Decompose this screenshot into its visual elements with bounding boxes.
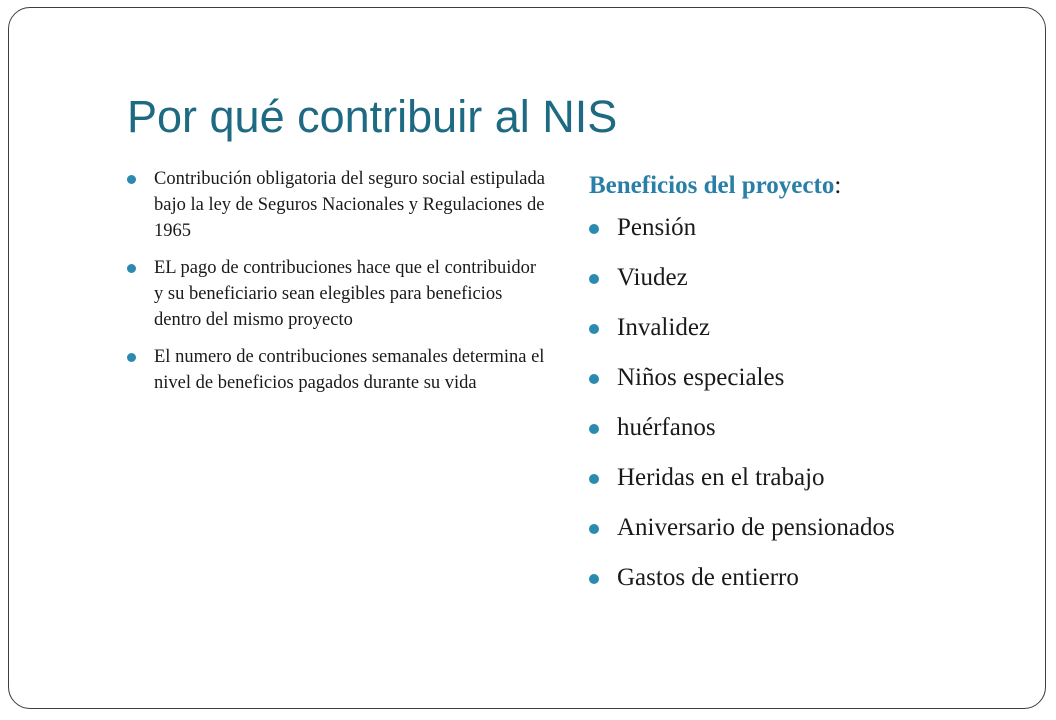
slide-frame <box>8 7 1046 709</box>
benefits-list <box>589 210 1029 596</box>
left-bullet-item: El numero de contribuciones semanales determina el nivel de beneficios pagados durante su vida <box>127 344 547 396</box>
benefit-item-aniversario-pensionados: Aniversario de pensionados <box>589 510 1029 546</box>
left-bullet-list <box>127 166 547 407</box>
benefit-item-huerfanos: huérfanos <box>589 410 1029 446</box>
benefit-item-invalidez: Invalidez <box>589 310 1029 346</box>
benefit-item-gastos-entierro: Gastos de entierro <box>589 560 1029 596</box>
benefit-item-viudez: Viudez <box>589 260 1029 296</box>
benefits-heading-text: Beneficios del proyecto <box>589 172 835 199</box>
benefit-item-pension: Pensión <box>589 210 1029 246</box>
left-bullet-item: Contribución obligatoria del seguro social estipulada bajo la ley de Seguros Nacionales y Regulaciones de 1965 <box>127 166 547 244</box>
benefit-item-heridas-trabajo: Heridas en el trabajo <box>589 460 1029 496</box>
benefits-heading-colon: : <box>834 172 842 199</box>
left-bullet-item: EL pago de contribuciones hace que el contribuidor y su beneficiario sean elegibles para beneficios dentro del mismo proyecto <box>127 255 547 333</box>
benefits-heading <box>589 168 1029 204</box>
benefit-item-ninos-especiales: Niños especiales <box>589 360 1029 396</box>
slide-title: Por qué contribuir al NIS <box>127 91 618 142</box>
benefits-section <box>589 168 1029 610</box>
